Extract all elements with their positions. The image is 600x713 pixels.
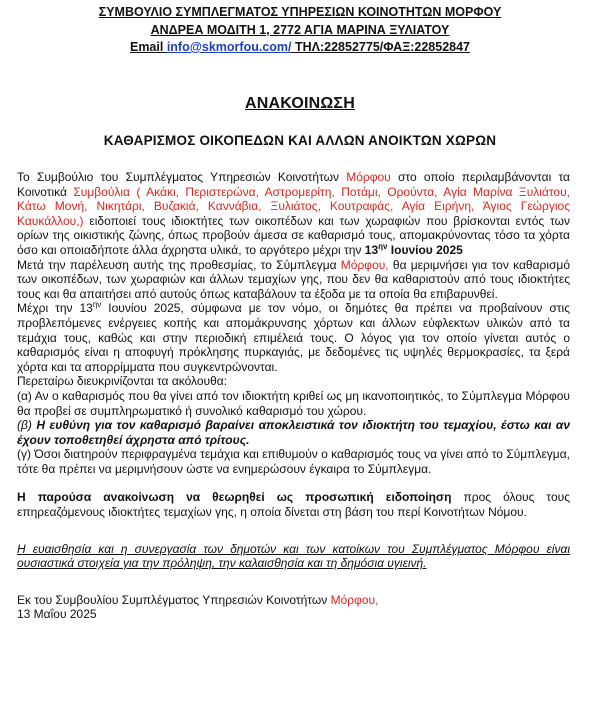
spacer	[17, 520, 570, 542]
spacer	[17, 476, 570, 490]
text: Ιουνίου 2025, σύμφωνα με τον νόμο, οι δημότες θα πρέπει να προβαίνουν στις προβλεπόμενες ενέργειες κοπής και απομάκρυνσης χόρτων και άλλων εύφλεκτων υλικών από τα τεμάχια τους, καθώς και στην περιοδική επιμέλειά τους. Ο λόγος για τον οποίο γίνεται αυτός ο καθαρισμός είναι η αποφυγή πρόκλησης πυρκαγιάς, με δεδομένες τις υψηλές θερμοκρασίες, τα ξερά χόρτα και τα απορρίμματα που συγκεντρώνονται.	[17, 301, 570, 374]
paragraph-closing: Η ευαισθησία και η συνεργασία των δημοτών και των κατοίκων του Συμπλέγματος Μόρφου είναι ουσιαστικά στοιχεία για την πρόληψη, την καλαισθησία και τη δημόσια υγιεινή.	[17, 541, 570, 571]
clause-b	[17, 418, 570, 447]
org-address: ΑΝΔΡΕΑ ΜΟΔΙΤΗ 1, 2772 ΑΓΙΑ ΜΑΡΙΝΑ ΞΥΛΙΑΤΟΥ	[150, 22, 450, 37]
morfou-highlight: Μόρφου,	[340, 257, 389, 272]
clause-a: (α) Αν ο καθαρισμός που θα γίνει από τον ιδιοκτήτη κριθεί ως μη ικανοποιητικός, το Σύμπλεγμα Μόρφου θα προβεί σε συμπληρωματικό ή συνολικό καθαρισμό του χώρου.	[17, 388, 570, 418]
deadline-day: 13	[364, 242, 379, 257]
signature-date: 13 Μαΐου 2025	[17, 607, 97, 622]
paragraph-after-deadline	[17, 258, 570, 302]
deadline-date: Ιουνίου 2025	[387, 242, 463, 257]
page-title: ΑΝΑΚΟΙΝΩΣΗ	[245, 94, 355, 112]
paragraph-clarifications: Περεταίρω διευκρινίζονται τα ακόλουθα:	[17, 374, 228, 389]
email-link[interactable]: info@skmorfou.com/	[166, 40, 292, 54]
spacer	[17, 571, 570, 593]
text: στο οποίο περιλαμβάνονται τα Κοινοτικά	[17, 170, 570, 199]
text: Το Συμβούλιο του Συμπλέγματος Υπηρεσιών Κοινοτήτων	[17, 170, 347, 184]
councils-list: Συμβούλια ( Ακάκι, Περιστερώνα, Αστρομερίτη, Ποτάμι, Ορούντα, Αγία Μαρίνα Ξυλιάτου, Κάτω Μονή, Νικητάρι, Βυζακιά, Καννάβια, Ξυλιάτος, Κουτραφάς, Αγία Ειρήνη, Άγιος Γεώργιος Καυκάλλου,)	[17, 184, 571, 228]
paragraph-intro	[17, 170, 570, 258]
text: Μετά την παρέλευση αυτής της προθεσμίας, το Σύμπλεγμα	[17, 257, 341, 272]
org-name: ΣΥΜΒΟΥΛΙΟ ΣΥΜΠΛΕΓΜΑΤΟΣ ΥΠΗΡΕΣΙΩΝ ΚΟΙΝΟΤΗΤΩΝ ΜΟΡΦΟΥ	[98, 5, 502, 19]
text: (β)	[17, 418, 37, 433]
paragraph-notice	[17, 490, 570, 519]
paragraph-law	[17, 301, 570, 374]
letterhead	[0, 0, 600, 57]
text: Εκ του Συμβουλίου Συμπλέγματος Υπηρεσιών Κοινοτήτων	[17, 592, 331, 607]
phone-fax: ΤΗΛ:22852775/ΦΑΞ:22852847	[291, 40, 471, 54]
emphasis-text: Η ευθύνη για τον καθαρισμό βαραίνει αποκλειστικά τον ιδιοκτήτη του τεμαχίου, έστω και αν έχουν τοποθετηθεί άχρηστα από τρίτους.	[17, 418, 571, 447]
text: προς όλους τους επηρεαζόμενους ιδιοκτήτες τεμαχίων γης, η οποία δίνεται στη βάση του περί Κοινοτήτων Νόμου.	[17, 490, 571, 520]
clause-c: (γ) Όσοι διατηρούν περιφραγμένα τεμάχια και επιθυμούν ο καθαρισμός τους να γίνει από το Σύμπλεγμα, τότε θα πρέπει να μεριμνήσουν ώστε να ενημερώσουν έγκαιρα το Σύμπλεγμα.	[17, 447, 570, 476]
superscript: ην	[92, 300, 102, 310]
signature	[17, 593, 570, 622]
org-contacts	[0, 39, 600, 57]
morfou-highlight: Μόρφου,	[330, 592, 379, 607]
bold-text: Η παρούσα ανακοίνωση να θεωρηθεί ως προσωπική ειδοποίηση	[17, 490, 452, 505]
deadline-sup: ην	[378, 241, 388, 251]
announcement-body	[17, 170, 570, 622]
text: ειδοποιεί τους ιδιοκτήτες των οικοπέδων και των χωραφιών που βρίσκονται εντός των ορίων της οικιστικής ζώνης, όπως προβούν άμεσα σε καθαρισμό τους, απομακρύνοντας τόσο τα χόρτα όσο και οποιαδήποτε άλλα άχρηστα υλικά, το αργότερο μέχρι την	[17, 213, 570, 257]
page-subtitle: ΚΑΘΑΡΙΣΜΟΣ ΟΙΚΟΠΕΔΩΝ ΚΑΙ ΑΛΛΩΝ ΑΝΟΙΚΤΩΝ ΧΩΡΩΝ	[103, 132, 497, 148]
email-label: Email	[129, 40, 167, 54]
morfou-highlight: Μόρφου	[346, 170, 391, 184]
text: θα μεριμνήσει για τον καθαρισμό των οικοπέδων, των χωραφιών και άλλων τεμαχίων γης, που δεν θα καθαριστούν από τους ιδιοκτήτες τους και θα απαιτήσει από αυτούς όπως καταβάλουν τα έξοδα με τα οποία θα επιβαρυνθεί.	[17, 257, 570, 301]
text: Μέχρι την 13	[17, 301, 93, 316]
